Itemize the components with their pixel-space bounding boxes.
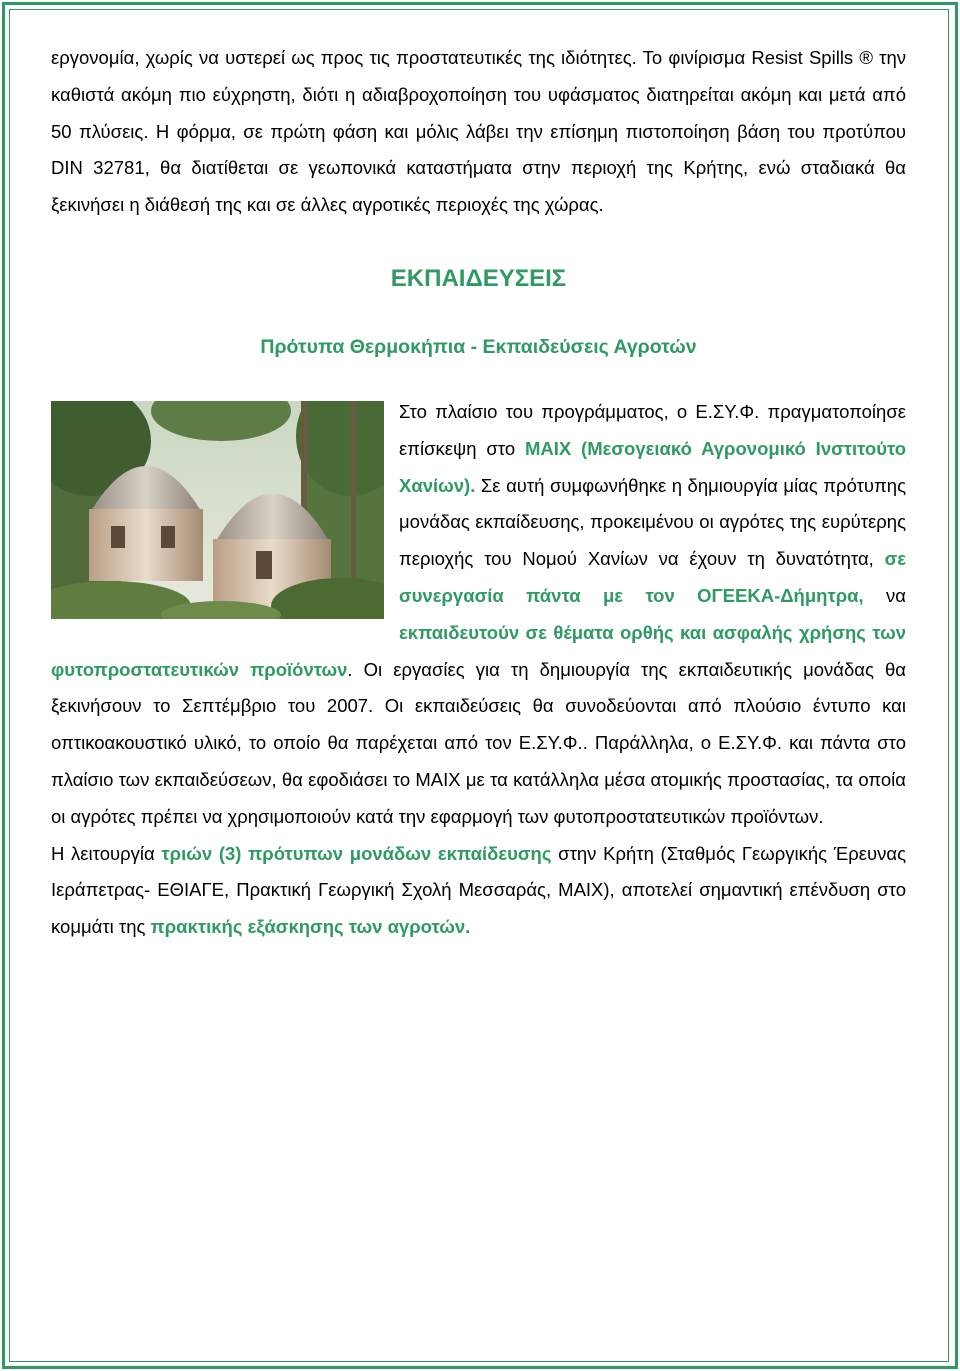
section-subheading: Πρότυπα Θερμοκήπια - Εκπαιδεύσεις Αγροτών: [260, 335, 697, 358]
units-highlight: τριών (3) πρότυπων μονάδων εκπαίδευσης: [161, 842, 552, 864]
body-text-4: . Οι εργασίες για τη δημιουργία της εκπαιδευτικής μονάδας θα ξεκινήσουν το Σεπτέμβριο του 2007. Οι εκπαιδεύσεις θα συνοδεύονται από πλούσιο έντυπο και οπτικοακουστικό υλικό, το οποίο θα παρέχεται από τον Ε.ΣΥ.Φ.. Παράλληλα, ο Ε.ΣΥ.Φ. και πάντα στο πλαίσιο των εκπαιδεύσεων, θα εφοδιάσει το ΜΑΙΧ με τα κατάλληλα μέσα ατομικής προστασίας, τα οποία οι αγρότες πρέπει να χρησιμοποιούν κατά την εφαρμογή των φυτοπροστατευτικών προϊόντων.: [51, 658, 906, 827]
training-section: [51, 394, 906, 946]
closing-paragraph: [51, 836, 906, 946]
closing-text-2: στην Κρήτη (Σταθμός Γεωργικής Έρευνας Ιεράπετρας- ΕΘΙΑΓΕ, Πρακτική Γεωργική Σχολή Μεσσαράς, ΜΑΙΧ), αποτελεί σημαντική επένδυση στο κομμάτι της: [51, 842, 906, 938]
intro-paragraph: εργονομία, χωρίς να υστερεί ως προς τις προστατευτικές της ιδιότητες. Το φινίρισμα Resist Spills ® την καθιστά ακόμη πιο εύχρηστη, διότι η αδιαβροχοποίηση του υφάσματος διατηρείται ακόμη και μετά από 50 πλύσεις. Η φόρμα, σε πρώτη φάση και μόλις λάβει την επίσημη πιστοποίηση βάση του προτύπου DIN 32781, θα διατίθεται σε γεωπονικά καταστήματα στην περιοχή της Κρήτης, ενώ σταδιακά θα ξεκινήσει η διάθεσή της και σε άλλες αγροτικές περιοχές της χώρας.: [51, 47, 906, 216]
maich-highlight: ΜΑΙΧ (Μεσογειακό Αγρονομικό Ινστιτούτο Χανίων).: [399, 437, 907, 496]
body-text-1: Στο πλαίσιο του προγράμματος, ο Ε.ΣΥ.Φ. πραγματοποίησε επίσκεψη στο: [399, 400, 906, 459]
document-content: [51, 40, 906, 946]
closing-text-1: Η λειτουργία: [51, 842, 162, 864]
section-heading: ΕΚΠΑΙΔΕΥΣΕΙΣ: [390, 264, 567, 292]
practice-highlight: πρακτικής εξάσκησης των αγροτών.: [150, 916, 471, 938]
training-topic-highlight: εκπαιδευτούν σε θέματα ορθής και ασφαλής χρήσης των φυτοπροστατευτικών προϊόντων: [51, 621, 906, 680]
ogeeka-highlight: σε συνεργασία πάντα με τον ΟΓΕΕΚΑ-Δήμητρα,: [399, 548, 906, 606]
body-text-3: να: [863, 584, 907, 606]
body-text-2: Σε αυτή συμφωνήθηκε η δημιουργία μίας πρότυπης μονάδας εκπαίδευσης, προκειμένου οι αγρότες της ευρύτερης περιοχής του Νομού Χανίων να έχουν τη δυνατότητα,: [399, 474, 906, 570]
greenhouse-buildings-photo: [51, 401, 384, 619]
